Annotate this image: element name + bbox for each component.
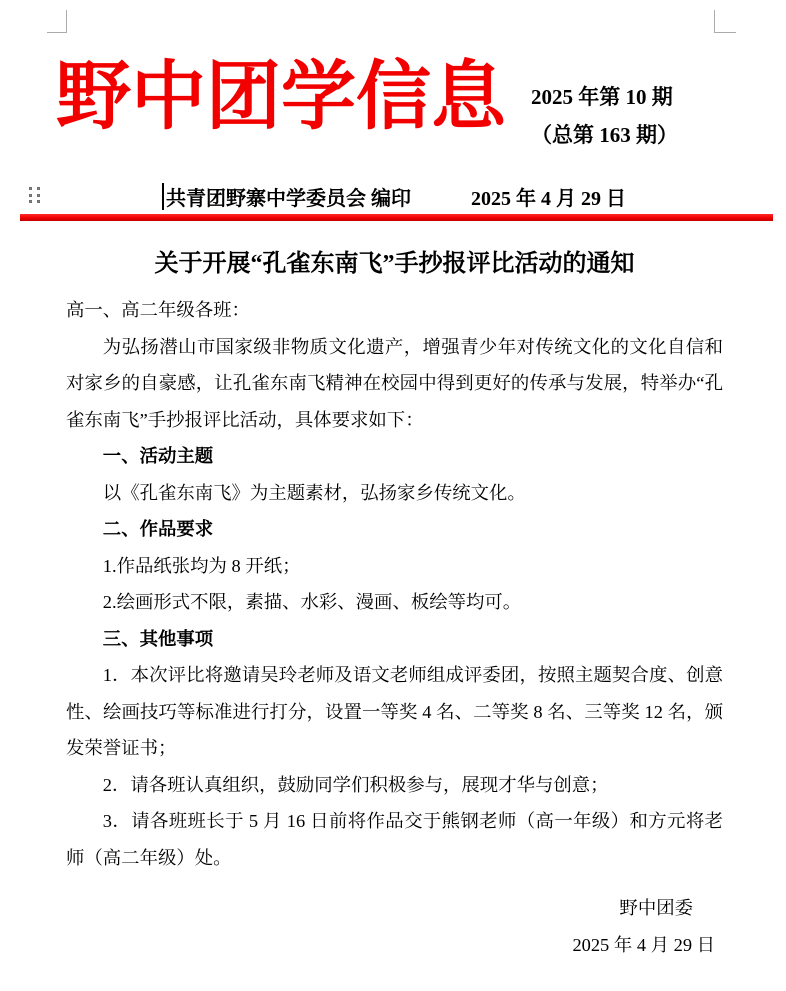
- notice-body: [66, 240, 723, 963]
- section-3-item-1: 1．本次评比将邀请吴玲老师及语文老师组成评委团，按照主题契合度、创意性、绘画技巧等标准进行打分，设置一等奖 4 名、二等奖 8 名、三等奖 12 名，颁发荣誉证书；: [66, 665, 723, 758]
- page-margin-mark-top-left: [47, 10, 67, 33]
- issue-info: [531, 78, 678, 154]
- signature-date: 2025 年 4 月 29 日: [572, 934, 715, 955]
- issue-total: （总第 163 期）: [531, 123, 678, 147]
- issue-number: 2025 年第 10 期: [531, 85, 673, 109]
- section-2-item-1: 1.作品纸张均为 8 开纸；: [102, 555, 301, 576]
- publisher-label: 共青团野寨中学委员会 编印: [166, 187, 411, 210]
- publish-date: 2025 年 4 月 29 日: [471, 187, 626, 210]
- section-3-heading: 三、其他事项: [102, 628, 214, 649]
- page-margin-mark-top-right: [714, 10, 736, 33]
- section-2-heading: 二、作品要求: [102, 519, 214, 539]
- section-3-item-2: 2．请各班认真组织，鼓励同学们积极参与，展现才华与创意；: [102, 774, 609, 795]
- notice-title: 关于开展“孔雀东南飞”手抄报评比活动的通知: [154, 251, 635, 277]
- intro-paragraph: 为弘扬潜山市国家级非物质文化遗产，增强青少年对传统文化的文化自信和对家乡的自豪感，让孔雀东南飞精神在校园中得到更好的传承与发展，特举办“孔雀东南飞”手抄报评比活动，具体要求如下：: [66, 336, 723, 430]
- section-1-item-1: 以《孔雀东南飞》为主题素材，弘扬家乡传统文化。: [102, 482, 526, 503]
- section-2-item-2: 2.绘画形式不限，素描、水彩、漫画、板绘等均可。: [102, 592, 522, 612]
- section-1-heading: 一、活动主题: [102, 446, 214, 466]
- signature: 野中团委: [619, 898, 693, 918]
- masthead-title: 野中团学信息: [56, 56, 507, 139]
- section-3-item-3: 3．请各班班长于 5 月 16 日前将作品交于熊钢老师（高一年级）和方元将老师（高二年级）处。: [66, 811, 723, 868]
- publisher-line: [162, 180, 626, 212]
- masthead-divider-rule: [20, 214, 773, 221]
- salutation: 高一、高二年级各班：: [66, 300, 250, 320]
- drag-handle-icon[interactable]: [29, 187, 40, 203]
- text-cursor: [162, 183, 164, 210]
